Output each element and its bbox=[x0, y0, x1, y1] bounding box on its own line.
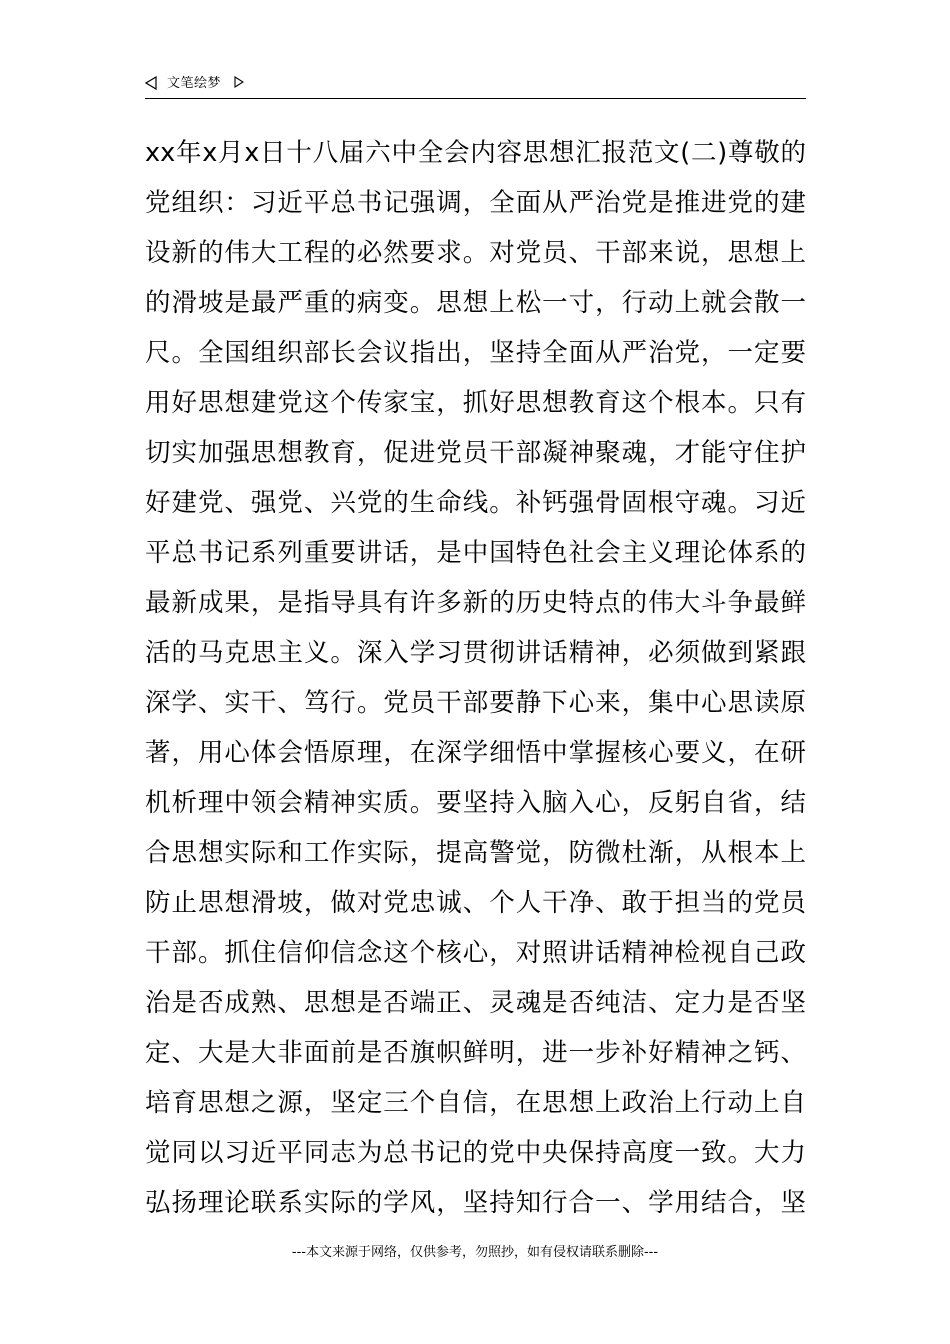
body-line: 培育思想之源，坚定三个自信，在思想上政治上行动上自 bbox=[145, 1088, 806, 1118]
body-line: 定、大是大非面前是否旗帜鲜明，进一步补好精神之钙、 bbox=[145, 1038, 806, 1068]
triangle-left-outline-icon bbox=[145, 76, 157, 90]
body-line: 深学、实干、笃行。党员干部要静下心来，集中心思读原 bbox=[145, 688, 806, 718]
body-line: 尺。全国组织部长会议指出，坚持全面从严治党，一定要 bbox=[145, 338, 806, 368]
page-header bbox=[145, 72, 806, 99]
body-line: 弘扬理论联系实际的学风，坚持知行合一、学用结合，坚 bbox=[145, 1188, 806, 1218]
body-line: 党组织：习近平总书记强调，全面从严治党是推进党的建 bbox=[145, 188, 806, 218]
page-footer-disclaimer: ---本文来源于网络，仅供参考，勿照抄，如有侵权请联系删除--- bbox=[291, 1245, 659, 1260]
body-line: 平总书记系列重要讲话，是中国特色社会主义理论体系的 bbox=[145, 538, 806, 568]
body-line: 干部。抓住信仰信念这个核心，对照讲话精神检视自己政 bbox=[145, 938, 806, 968]
body-line: 好建党、强党、兴党的生命线。补钙强骨固根守魂。习近 bbox=[145, 488, 806, 518]
body-line: 活的马克思主义。深入学习贯彻讲话精神，必须做到紧跟 bbox=[145, 638, 806, 668]
body-line: 的滑坡是最严重的病变。思想上松一寸，行动上就会散一 bbox=[145, 288, 806, 318]
body-line: 合思想实际和工作实际，提高警觉，防微杜渐，从根本上 bbox=[145, 838, 806, 868]
header-brand: 文笔绘梦 bbox=[167, 76, 222, 91]
body-line: 防止思想滑坡，做对党忠诚、个人干净、敢于担当的党员 bbox=[145, 888, 806, 918]
body-line: 机析理中领会精神实质。要坚持入脑入心，反躬自省，结 bbox=[145, 788, 806, 818]
body-line: 切实加强思想教育，促进党员干部凝神聚魂，才能守住护 bbox=[145, 438, 806, 468]
body-line: 用好思想建党这个传家宝，抓好思想教育这个根本。只有 bbox=[145, 388, 806, 418]
body-line: 著，用心体会悟原理，在深学细悟中掌握核心要义，在研 bbox=[145, 738, 806, 768]
body-line: 设新的伟大工程的必然要求。对党员、干部来说，思想上 bbox=[145, 238, 806, 268]
body-line: 最新成果，是指导具有许多新的历史特点的伟大斗争最鲜 bbox=[145, 588, 806, 618]
body-line: 治是否成熟、思想是否端正、灵魂是否纯洁、定力是否坚 bbox=[145, 988, 806, 1018]
body-line: 觉同以习近平同志为总书记的党中央保持高度一致。大力 bbox=[145, 1138, 806, 1168]
triangle-right-outline-icon bbox=[234, 76, 244, 88]
document-body bbox=[145, 128, 806, 1228]
body-line: xx年x月x日十八届六中全会内容思想汇报范文(二)尊敬的 bbox=[145, 138, 806, 168]
